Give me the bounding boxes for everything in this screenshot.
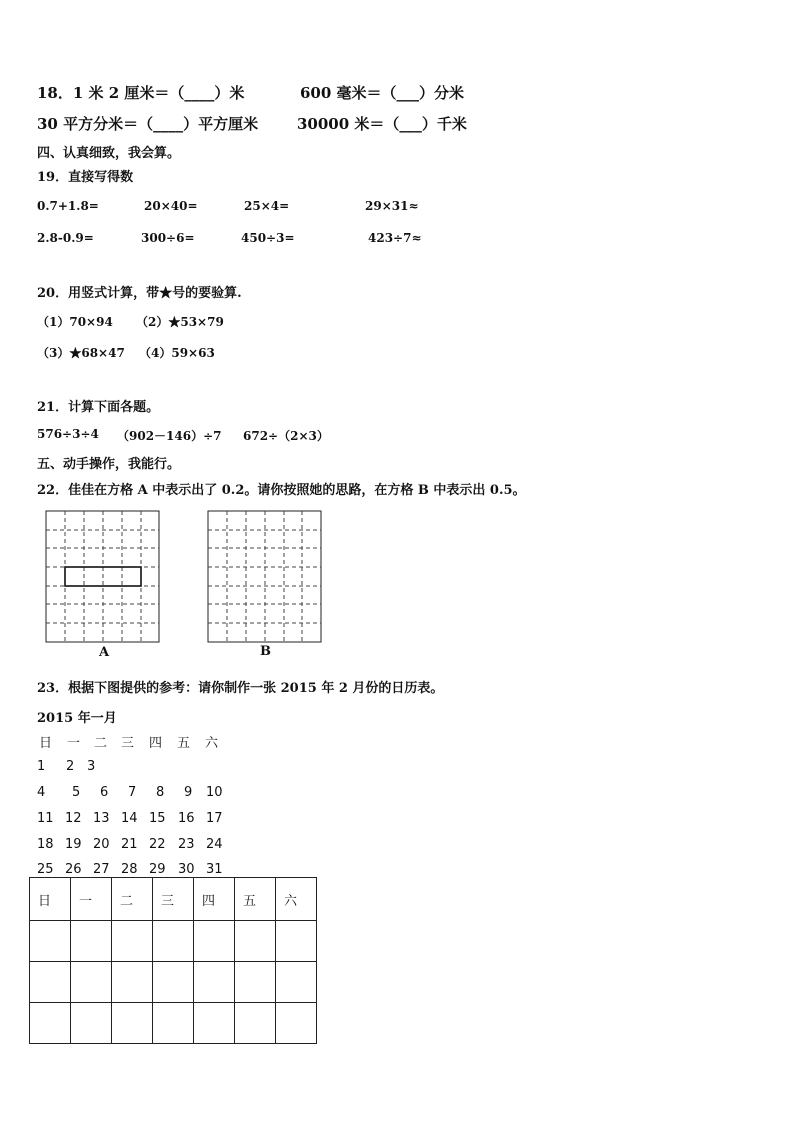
calendar-day: 13 [93, 811, 110, 826]
calendar-blank-cell[interactable] [71, 1003, 112, 1044]
calendar-header-cell [112, 878, 153, 921]
q22-title: 22．佳佳在方格 A 中表示出了 0.2。请你按照她的思路，在方格 B 中表示出 0.5。 [37, 483, 526, 498]
calendar-day: 2 [66, 759, 75, 774]
calendar-day: 25 [37, 862, 54, 877]
reference-calendar-title: 2015 年一月 [37, 711, 117, 726]
calendar-blank-cell[interactable] [112, 962, 153, 1003]
calendar-blank-row [30, 921, 317, 962]
weekday-label: 四 [202, 893, 216, 909]
calendar-blank-cell[interactable] [153, 1003, 194, 1044]
calendar-blank-cell[interactable] [153, 921, 194, 962]
calendar-blank-cell[interactable] [71, 962, 112, 1003]
calendar-blank-row [30, 962, 317, 1003]
weekday-label: 二 [94, 736, 108, 751]
q18-line2-left: 30 平方分米＝（____）平方厘米 [37, 115, 259, 133]
calendar-header-cell [235, 878, 276, 921]
calendar-blank-cell[interactable] [30, 1003, 71, 1044]
weekday-label: 四 [149, 736, 163, 751]
q19-item: 2.8-0.9= [37, 231, 94, 245]
weekday-label: 六 [205, 736, 219, 751]
section-4-heading: 四、认真细致，我会算。 [37, 146, 181, 161]
calendar-day: 7 [128, 785, 137, 800]
calendar-day: 10 [206, 785, 223, 800]
calendar-blank-cell[interactable] [194, 962, 235, 1003]
calendar-day: 17 [206, 811, 223, 826]
weekday-label: 五 [177, 736, 191, 751]
calendar-day: 16 [178, 811, 195, 826]
q19-item: 20×40= [144, 199, 198, 213]
blank-calendar-table [29, 877, 317, 1044]
calendar-day: 30 [178, 862, 195, 877]
q18-line2-right: 30000 米＝（___）千米 [297, 115, 467, 133]
calendar-day: 21 [121, 837, 138, 852]
section-5-heading: 五、动手操作，我能行。 [37, 457, 181, 472]
grid-b-label: B [260, 644, 271, 659]
calendar-day: 23 [178, 837, 195, 852]
calendar-blank-cell[interactable] [30, 921, 71, 962]
weekday-label: 二 [120, 893, 134, 909]
q20-title: 20．用竖式计算，带★号的要验算. [37, 286, 242, 301]
calendar-day: 5 [72, 785, 81, 800]
calendar-header-row [30, 878, 317, 921]
weekday-label: 六 [284, 893, 298, 909]
q20-item: （3）★68×47 [37, 346, 125, 360]
calendar-day: 12 [65, 811, 82, 826]
calendar-blank-cell[interactable] [194, 1003, 235, 1044]
q19-item: 423÷7≈ [368, 231, 422, 245]
q20-item: （1）70×94 [37, 315, 113, 329]
calendar-blank-cell[interactable] [71, 921, 112, 962]
calendar-day: 29 [149, 862, 166, 877]
calendar-header-cell [276, 878, 317, 921]
calendar-blank-cell[interactable] [194, 921, 235, 962]
calendar-day: 11 [37, 811, 54, 826]
calendar-blank-cell[interactable] [112, 921, 153, 962]
calendar-day: 9 [184, 785, 193, 800]
calendar-header-cell [194, 878, 235, 921]
calendar-day: 19 [65, 837, 82, 852]
q23-title: 23．根据下图提供的参考：请你制作一张 2015 年 2 月份的日历表。 [37, 681, 444, 696]
q20-item: （4）59×63 [139, 346, 215, 360]
q19-item: 25×4= [244, 199, 290, 213]
calendar-day: 15 [149, 811, 166, 826]
q21-item: 672÷（2×3） [243, 429, 329, 443]
calendar-header-cell [71, 878, 112, 921]
q18-line1-left: 18．1 米 2 厘米＝（____）米 [37, 84, 245, 102]
q19-item: 300÷6= [141, 231, 195, 245]
calendar-blank-cell[interactable] [276, 1003, 317, 1044]
grid-b[interactable] [208, 511, 321, 642]
calendar-blank-cell[interactable] [30, 962, 71, 1003]
q21-item: （902－146）÷7 [117, 429, 222, 443]
grid-a [46, 511, 159, 642]
calendar-header-cell [30, 878, 71, 921]
q19-item: 29×31≈ [365, 199, 419, 213]
weekday-label: 日 [38, 893, 52, 909]
calendar-day: 8 [156, 785, 165, 800]
calendar-day: 18 [37, 837, 54, 852]
calendar-day: 6 [100, 785, 109, 800]
q19-item: 450÷3= [241, 231, 295, 245]
calendar-blank-cell[interactable] [235, 921, 276, 962]
q21-item: 576÷3÷4 [37, 427, 99, 441]
weekday-label: 五 [243, 893, 257, 909]
weekday-label: 一 [67, 736, 81, 751]
calendar-day: 27 [93, 862, 110, 877]
calendar-day: 31 [206, 862, 223, 877]
calendar-blank-cell[interactable] [276, 921, 317, 962]
calendar-day: 14 [121, 811, 138, 826]
calendar-header-cell [153, 878, 194, 921]
weekday-label: 三 [121, 736, 135, 751]
q20-item: （2）★53×79 [136, 315, 224, 329]
calendar-day: 24 [206, 837, 223, 852]
weekday-label: 一 [79, 893, 93, 909]
calendar-day: 20 [93, 837, 110, 852]
calendar-day: 1 [37, 759, 46, 774]
weekday-label: 三 [161, 893, 175, 909]
calendar-blank-cell[interactable] [112, 1003, 153, 1044]
calendar-day: 28 [121, 862, 138, 877]
calendar-blank-row [30, 1003, 317, 1044]
weekday-label: 日 [39, 736, 53, 751]
calendar-blank-cell[interactable] [235, 1003, 276, 1044]
calendar-blank-cell[interactable] [153, 962, 194, 1003]
calendar-blank-cell[interactable] [276, 962, 317, 1003]
calendar-day: 3 [87, 759, 96, 774]
q18-line1-right: 600 毫米＝（___）分米 [300, 84, 465, 102]
calendar-day: 4 [37, 785, 46, 800]
q21-title: 21．计算下面各题。 [37, 400, 160, 415]
q19-item: 0.7+1.8= [37, 199, 99, 213]
calendar-day: 22 [149, 837, 166, 852]
calendar-blank-cell[interactable] [235, 962, 276, 1003]
grid-a-label: A [99, 645, 110, 660]
calendar-day: 26 [65, 862, 82, 877]
q19-title: 19．直接写得数 [37, 170, 134, 185]
